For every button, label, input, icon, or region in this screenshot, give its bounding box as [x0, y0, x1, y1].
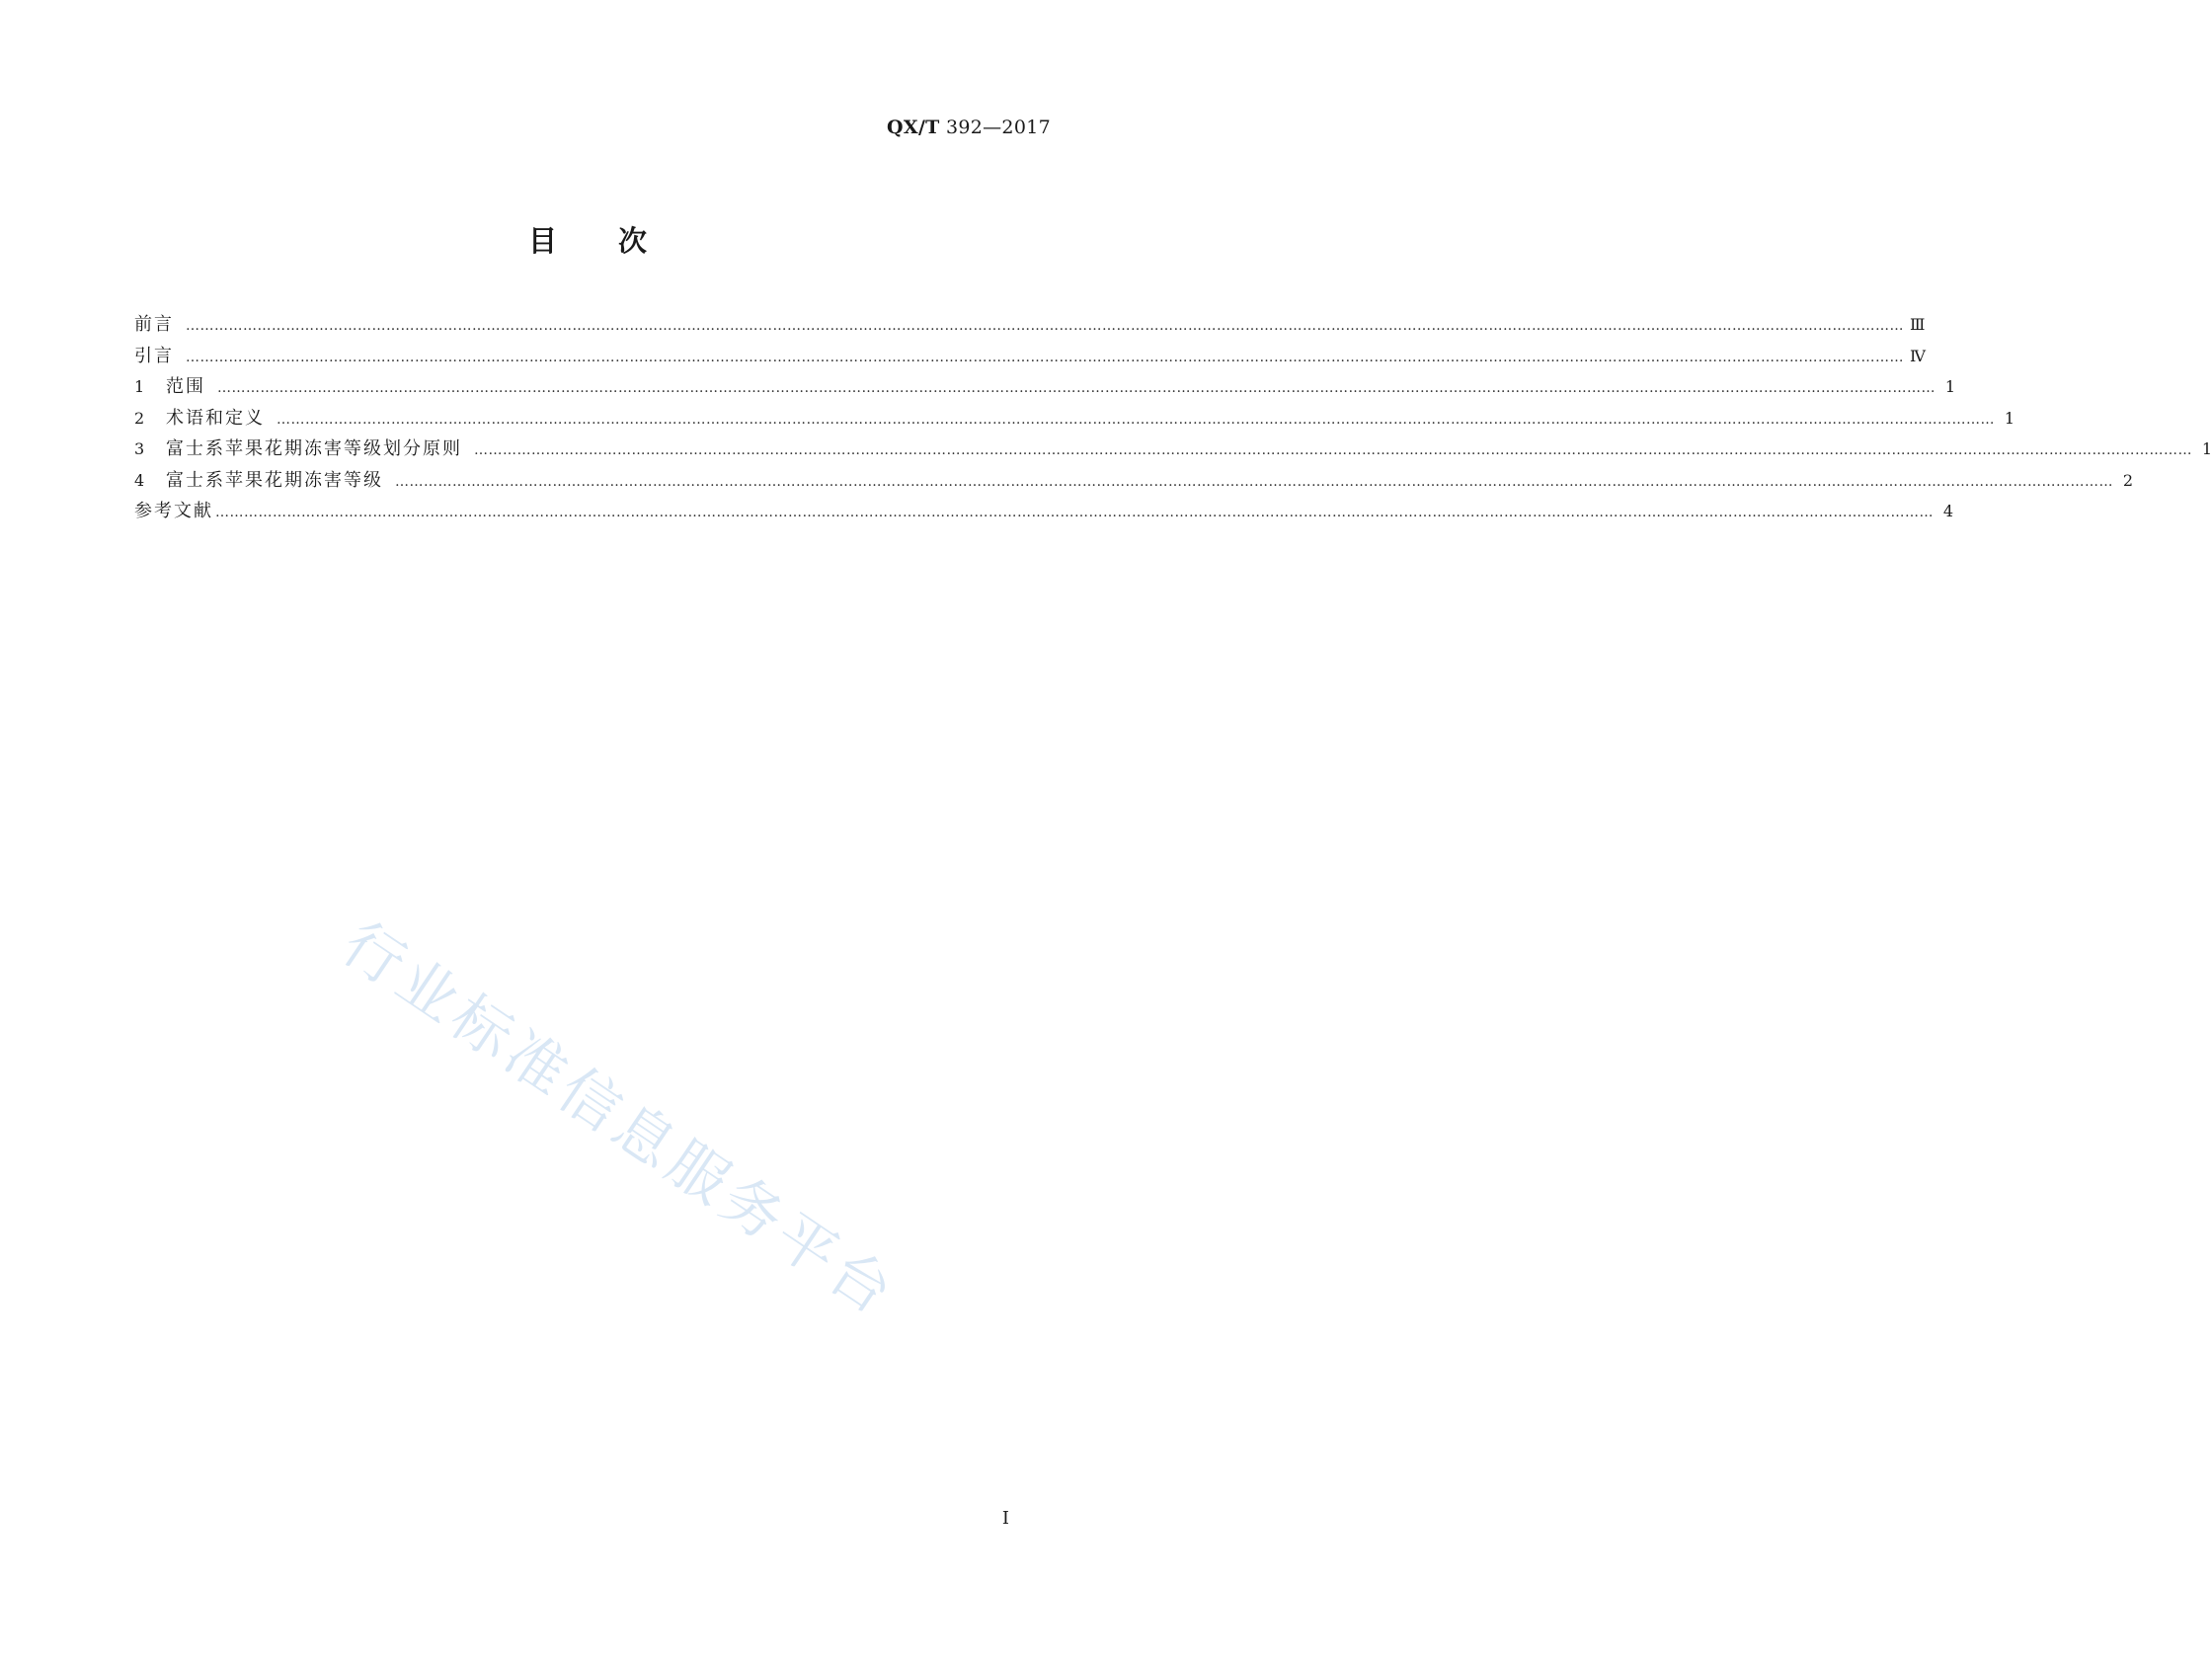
- toc-entry-page: 2: [2122, 470, 2133, 490]
- toc-entry-page: 1: [1944, 377, 1955, 396]
- toc-leader-dots: ………………………………………………………………………………………………………………………………………………………………………………………………………………………………………………………………………………………………………………………………: [186, 349, 1904, 365]
- standard-code-number: 392—2017: [945, 117, 1051, 138]
- toc-entry-page: 1: [2201, 439, 2212, 458]
- toc-leader-dots: ………………………………………………………………………………………………………………………………………………………………………………………………………………………………………………………………………………………………………………………………: [186, 318, 1904, 334]
- toc-entry-page: Ⅳ: [1910, 346, 1926, 365]
- toc-leader-dots: ………………………………………………………………………………………………………………………………………………………………………………………………………………………………………………………………………………………………………………………………: [215, 505, 1934, 520]
- toc-entry-number: 2: [134, 408, 147, 428]
- toc-entry-number: 3: [134, 439, 147, 458]
- toc-entry-references[interactable]: [134, 497, 1953, 528]
- toc-entry-foreword[interactable]: [134, 310, 1926, 342]
- toc-entry-label: 富士系苹果花期冻害等级划分原则: [166, 438, 462, 459]
- toc-leader-dots: ………………………………………………………………………………………………………………………………………………………………………………………………………………………………………………………………………………………………………………………………: [395, 473, 2113, 490]
- toc-entry-label: 引言: [134, 345, 174, 366]
- toc-entry-label: 前言: [134, 314, 174, 335]
- toc-leader-dots: ………………………………………………………………………………………………………………………………………………………………………………………………………………………………………………………………………………………………………………………………: [276, 411, 1995, 428]
- toc-entry-number: 1: [134, 377, 147, 396]
- watermark-text: 行业标准信息服务平台: [330, 909, 909, 1331]
- toc-entry-introduction[interactable]: [134, 342, 1926, 373]
- toc-entry-terms[interactable]: [134, 404, 2014, 435]
- toc-entry-number: 4: [134, 470, 147, 490]
- page-title: 目次: [527, 224, 708, 258]
- toc-leader-dots: ………………………………………………………………………………………………………………………………………………………………………………………………………………………………………………………………………………………………………………………………: [217, 380, 1936, 396]
- toc-entry-scope[interactable]: [134, 372, 1955, 404]
- table-of-contents: [134, 310, 2212, 528]
- toc-entry-page: 1: [2004, 408, 2014, 428]
- toc-entry-grades[interactable]: [134, 466, 2133, 498]
- standard-code-prefix: QX/T: [887, 117, 940, 138]
- standard-code: [887, 117, 1051, 138]
- toc-entry-label: 术语和定义: [166, 407, 265, 429]
- toc-entry-label: 参考文献: [134, 501, 213, 521]
- toc-entry-label: 范围: [166, 376, 205, 397]
- toc-leader-dots: ………………………………………………………………………………………………………………………………………………………………………………………………………………………………………………………………………………………………………………………………: [474, 442, 2192, 458]
- toc-entry-label: 富士系苹果花期冻害等级: [166, 469, 383, 491]
- toc-entry-principles[interactable]: [134, 435, 2212, 466]
- toc-entry-page: Ⅲ: [1910, 315, 1926, 334]
- toc-entry-page: 4: [1942, 502, 1953, 520]
- page-number: Ⅰ: [1001, 1508, 1009, 1529]
